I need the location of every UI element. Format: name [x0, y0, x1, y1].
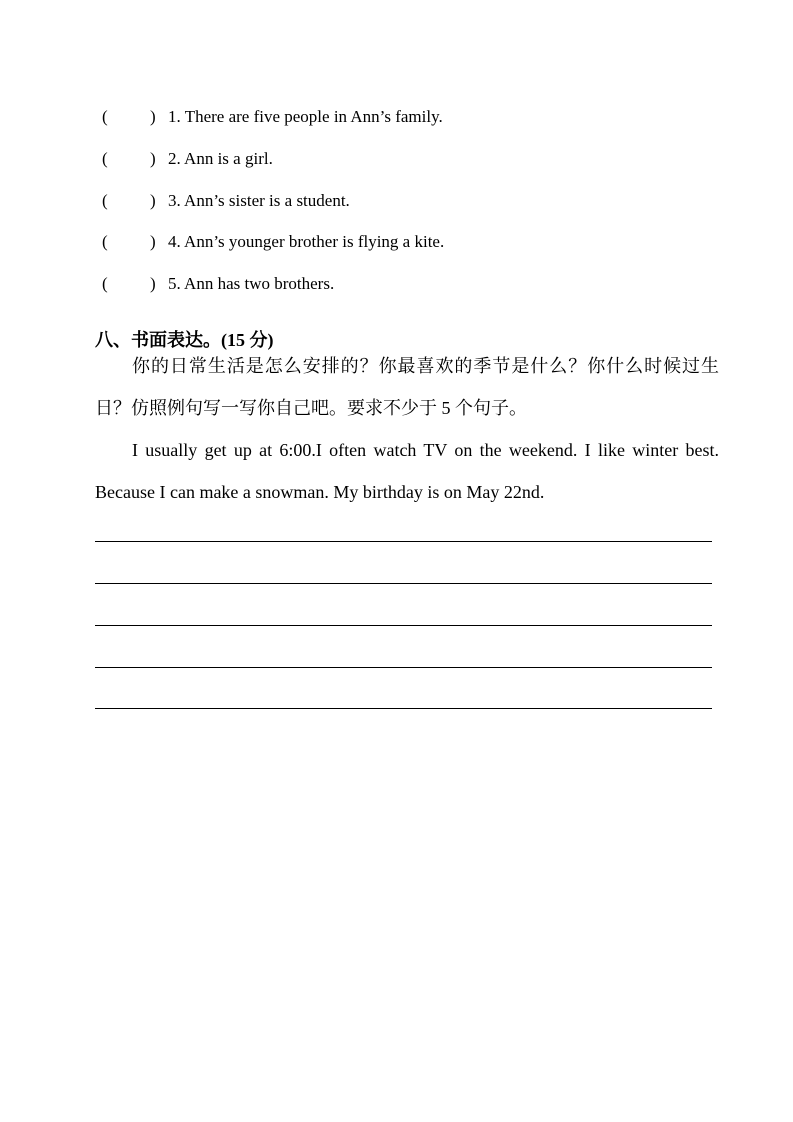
answer-paren-open: ( — [102, 232, 108, 251]
answer-paren-close: ) — [150, 232, 156, 251]
writing-answer-line[interactable] — [95, 667, 712, 668]
answer-paren-close: ) — [150, 149, 156, 168]
answer-paren-open: ( — [102, 107, 108, 126]
answer-paren-close: ) — [150, 191, 156, 210]
answer-paren-close: ) — [150, 274, 156, 293]
writing-answer-line[interactable] — [95, 583, 712, 584]
statement-text: 2. Ann is a girl. — [168, 149, 273, 168]
example-sentence-line-1: I usually get up at 6:00.I often watch TV on the weekend. I like winter best. — [132, 440, 719, 460]
statement-text: 3. Ann’s sister is a student. — [168, 191, 350, 210]
statement-text: 4. Ann’s younger brother is flying a kite. — [168, 232, 445, 251]
answer-blank[interactable] — [116, 230, 150, 254]
answer-blank[interactable] — [116, 147, 150, 171]
statement-text: 5. Ann has two brothers. — [168, 274, 335, 293]
example-sentence-line-2: Because I can make a snowman. My birthday is on May 22nd. — [95, 482, 545, 502]
writing-answer-line[interactable] — [95, 625, 712, 626]
writing-answer-line[interactable] — [95, 541, 712, 542]
answer-blank[interactable] — [116, 189, 150, 213]
answer-paren-close: ) — [150, 107, 156, 126]
answer-blank[interactable] — [116, 272, 150, 296]
writing-answer-line[interactable] — [95, 708, 712, 709]
answer-paren-open: ( — [102, 274, 108, 293]
statement-text: 1. There are five people in Ann’s family. — [168, 107, 443, 126]
writing-prompt-line-1: 你的日常生活是怎么安排的？你最喜欢的季节是什么？你什么时候过生 — [132, 356, 719, 376]
answer-blank[interactable] — [116, 105, 150, 129]
writing-prompt-line-2: 日？仿照例句写一写你自己吧。要求不少于 5 个句子。 — [95, 398, 527, 418]
answer-paren-open: ( — [102, 149, 108, 168]
answer-paren-open: ( — [102, 191, 108, 210]
writing-section-title: 八、书面表达。(15 分) — [95, 329, 274, 350]
